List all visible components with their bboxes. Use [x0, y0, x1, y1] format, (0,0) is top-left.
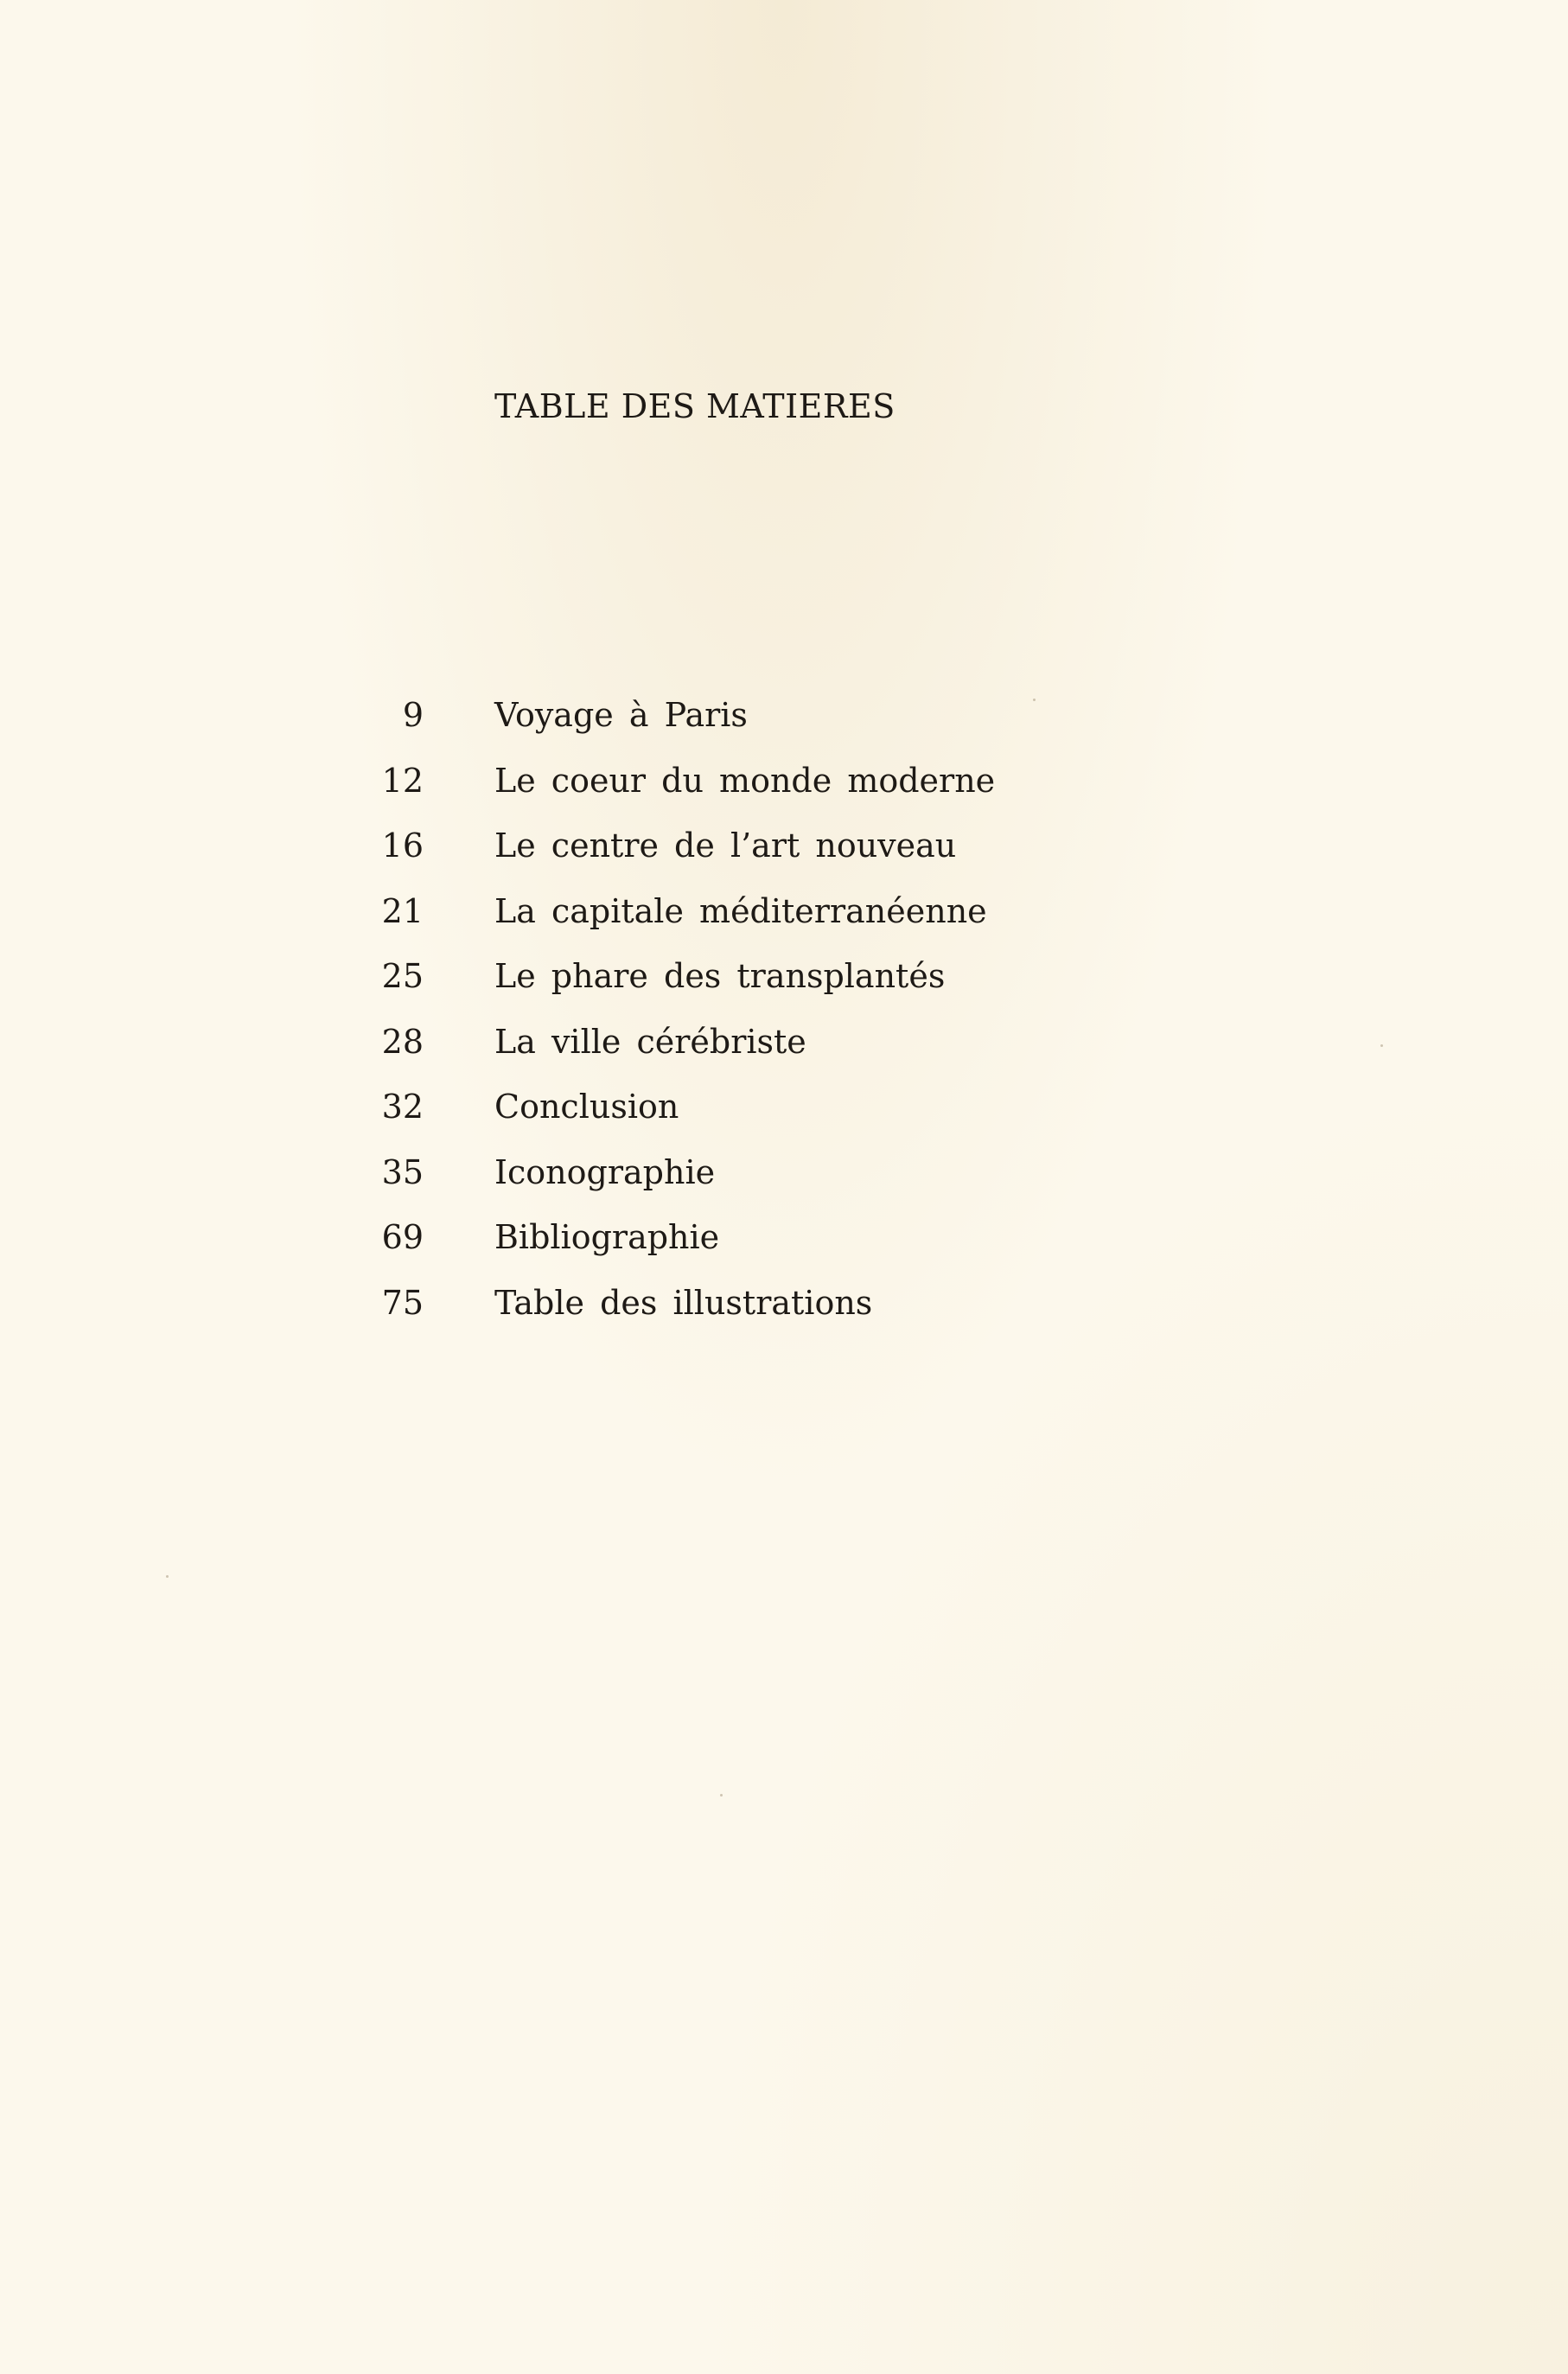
toc-page-number: 12 [381, 761, 424, 800]
toc-page-number: 9 [402, 696, 424, 734]
toc-entry-title: Le phare des transplantés [494, 957, 946, 995]
paper-speck [1380, 1044, 1383, 1047]
toc-page-number: 25 [381, 957, 424, 995]
toc-entry [328, 957, 1106, 1023]
toc-entry [328, 1153, 1106, 1219]
toc-entry [328, 892, 1106, 958]
page-title: TABLE DES MATIERES [494, 387, 896, 425]
toc-entry-title: Bibliographie [494, 1218, 720, 1256]
toc-entry [328, 1088, 1106, 1153]
toc-entry [328, 826, 1106, 892]
toc-page-number: 75 [381, 1283, 424, 1322]
paper-speck [166, 1575, 169, 1578]
toc-entry [328, 1284, 1106, 1350]
paper-speck [720, 1794, 723, 1796]
paper-speck [1033, 699, 1036, 701]
toc-entry-title: Conclusion [494, 1088, 679, 1126]
toc-entry-title: La ville cérébriste [494, 1022, 806, 1061]
toc-entry [328, 762, 1106, 827]
toc-entry-title: Le coeur du monde moderne [494, 761, 996, 800]
toc-entry [328, 1023, 1106, 1088]
toc-page-number: 35 [381, 1152, 424, 1191]
toc-entry [328, 696, 1106, 762]
toc-page-number: 69 [381, 1218, 424, 1256]
toc-page-number: 28 [381, 1022, 424, 1061]
toc-entry-title: Voyage à Paris [494, 696, 748, 734]
toc-page-number: 32 [381, 1088, 424, 1126]
toc-entry-title: La capitale méditerranéenne [494, 891, 987, 930]
toc-entry-title: Table des illustrations [494, 1283, 873, 1322]
table-of-contents [328, 696, 1106, 1349]
toc-page-number: 21 [381, 891, 424, 930]
toc-entry-title: Iconographie [494, 1152, 716, 1191]
toc-entry-title: Le centre de l’art nouveau [494, 826, 957, 865]
toc-page-number: 16 [381, 826, 424, 865]
toc-entry [328, 1218, 1106, 1284]
